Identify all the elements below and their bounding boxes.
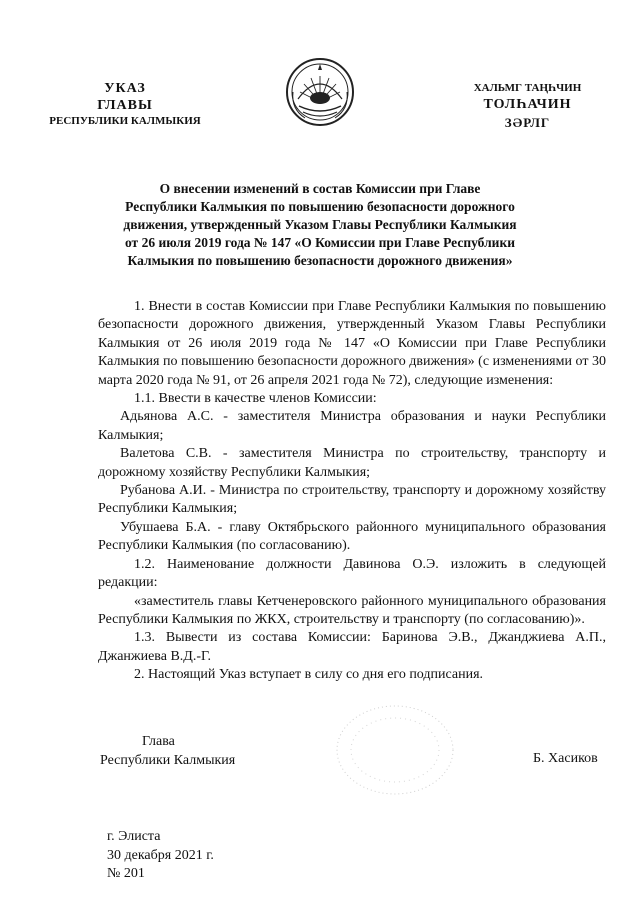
footer-city: г. Элиста	[107, 829, 161, 844]
paragraph-1-1: 1.1. Ввести в качестве членов Комиссии:	[134, 391, 377, 407]
paragraph-1-2: 1.2. Наименование должности Давинова О.Э. изложить в следующей редакции:	[98, 556, 606, 591]
footer-number: № 201	[107, 866, 145, 881]
paragraph-1: 1. Внести в состав Комиссии при Главе Республики Калмыкия по повышению безопасности дорожного движения, утвержденный Указом Главы Республики Калмыкия от 26 июля 2019 года № 147 «О Комиссии при Главе Республики Калмыкия по повышению безопасности дорожного движения» (с изменениями от 30 марта 2020 года № 91, от 26 апреля 2021 года № 72), следующие изменения:	[98, 299, 606, 388]
header-right-line1: ХАЛЬМГ ТАҢҺЧИН	[473, 82, 582, 94]
official-stamp	[330, 700, 460, 800]
header-left-block	[30, 80, 220, 129]
title-line: от 26 июля 2019 года № 147 «О Комиссии при Главе Республики	[124, 235, 516, 250]
header-left-line1: УКАЗ	[104, 81, 146, 96]
member-item: Рубанова А.И. - Министра по строительству, транспорту и дорожному хозяйству Республики Калмыкия;	[98, 483, 606, 517]
signature-title-line2: Республики Калмыкия	[100, 753, 236, 768]
title-line: движения, утвержденный Указом Главы Республики Калмыкия	[123, 217, 517, 232]
footer-date: 30 декабря 2021 г.	[107, 847, 214, 863]
member-item: Валетова С.В. - заместителя Министра по строительству, транспорту и дорожному хозяйству Республики Калмыкия;	[98, 446, 606, 480]
signature-title	[100, 732, 235, 770]
paragraph-2: 2. Настоящий Указ вступает в силу со дня его подписания.	[134, 667, 484, 683]
title-line: Калмыкия по повышению безопасности дорожного движения»	[127, 253, 513, 268]
signatory-name: Б. Хасиков	[533, 751, 598, 766]
decree-title	[100, 180, 540, 270]
header-right-block	[435, 80, 620, 132]
signature-title-line1: Глава	[142, 734, 175, 749]
title-line: Республики Калмыкия по повышению безопасности дорожного	[125, 199, 515, 214]
kalmykia-coat-of-arms-icon	[285, 54, 355, 130]
header-left-line2: ГЛАВЫ	[97, 98, 153, 113]
member-item: Адьянова А.С. - заместителя Министра образования и науки Республики Калмыкия;	[98, 409, 606, 443]
header-right-line2: ТОЛҺАЧИН	[483, 97, 572, 112]
title-line: О внесении изменений в состав Комиссии при Главе	[159, 181, 481, 196]
header-right-line3: ЗӘРЛГ	[504, 115, 551, 130]
paragraph-1-3: 1.3. Вывести из состава Комиссии: Баринова Э.В., Джанджиева А.П., Джанжиева В.Д.-Г.	[98, 630, 606, 664]
member-item: Убушаева Б.А. - главу Октябрьского районного муниципального образования Республики Калмыкия (по согласованию).	[98, 519, 606, 554]
header-left-line3: РЕСПУБЛИКИ КАЛМЫКИЯ	[49, 115, 201, 127]
position-quote: «заместитель главы Кетченеровского районного муниципального образования Республики Калмыкия по ЖКХ, строительству и транспорту (по согласованию)».	[98, 593, 606, 627]
decree-body	[98, 298, 606, 685]
decree-footer	[107, 828, 214, 884]
